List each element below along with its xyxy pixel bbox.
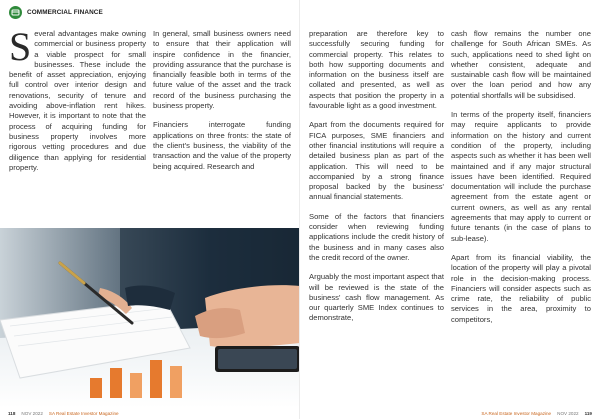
paragraph: Financiers interrogate funding applications on three fronts: the state of the client's business, the viability of the transaction and the value of the property being acquired. Research and — [153, 120, 291, 171]
section-header — [9, 5, 103, 19]
paragraph: Arguably the most important aspect that will be reviewed is the state of the business' cash flow management. As our quarterly SME Index continues to demonstrate, — [309, 272, 444, 323]
article-column-3 — [309, 29, 444, 333]
paragraph: Apart from the documents required for FICA purposes, SME financiers and other financial institutions will require a detailed business plan as part of the application. This will need to be accompanied by a strong finance proposal backed by the business' annual financial statements. — [309, 120, 444, 202]
right-footer — [300, 407, 600, 419]
paragraph: In terms of the property itself, financiers may require applicants to provide information on the history and current condition of the property, including aspects such as whether it has been well maintained and if any major structural issues have been identified. Required documentation will include the purchase agreement from the estate agent or current owners, as well as any rental agreements that may apply to current or future tenants (in the case of plans to sub-lease). — [451, 110, 591, 243]
paragraph: cash flow remains the number one challenge for South African SMEs. As such, applications need to shed light on whether consistent, adequate and sustainable cash flow will be maintained over the loan period and how any potential shortfalls will be subsidised. — [451, 29, 591, 100]
page-number: 118 — [8, 410, 16, 416]
intro-paragraph — [9, 24, 146, 173]
article-column-1 — [9, 24, 146, 182]
article-column-2 — [153, 29, 291, 181]
commercial-finance-logo-icon — [9, 6, 22, 19]
paragraph: Some of the factors that financiers consider when reviewing funding applications include the credit history of the business and in many cases also the credit record of the owner. — [309, 211, 444, 262]
right-page — [300, 0, 600, 419]
left-footer — [0, 407, 308, 419]
magazine-name: SA Real Estate Investor Magazine — [481, 410, 552, 416]
paragraph: preparation are therefore key to successfully securing funding for commercial property. This relates to both how supporting documents and information on the business itself are collated and presented, as well as aspects that position the property in a favourable light as a good investment. — [309, 29, 444, 111]
paragraph: Apart from its financial viability, the location of the property will play a pivotal role in the decision-making process. Financiers will consider aspects such as crime rate, the reliability of public services in the area, proximity to competitors, — [451, 252, 591, 324]
issue-date: NOV 2022 — [21, 410, 43, 416]
magazine-name: SA Real Estate Investor Magazine — [48, 410, 119, 416]
paragraph: In general, small business owners need to ensure that their application will inspire confidence in the financier, providing assurance that the purchase is financially feasible both in terms of the future value of the asset and the track record of the business purchasing the business property. — [153, 29, 291, 111]
issue-date: NOV 2022 — [557, 410, 579, 416]
section-label: COMMERCIAL FINANCE — [27, 8, 103, 16]
article-column-4 — [451, 29, 591, 334]
drop-cap: S — [9, 24, 32, 69]
paragraph-text: everal advantages make owning commercial or business property a viable prospect for small businesses. These include the benefit of asset appreciation, enjoying full control over interior design and renovations, security of tenure and avoiding above-inflation rent hikes. However, it is important to note that the process of acquiring funding for business property involves more rigorous vetting procedures and due diligence than applying for residential property. — [9, 29, 146, 172]
page-number: 119 — [584, 410, 592, 416]
business-photo — [0, 228, 300, 408]
